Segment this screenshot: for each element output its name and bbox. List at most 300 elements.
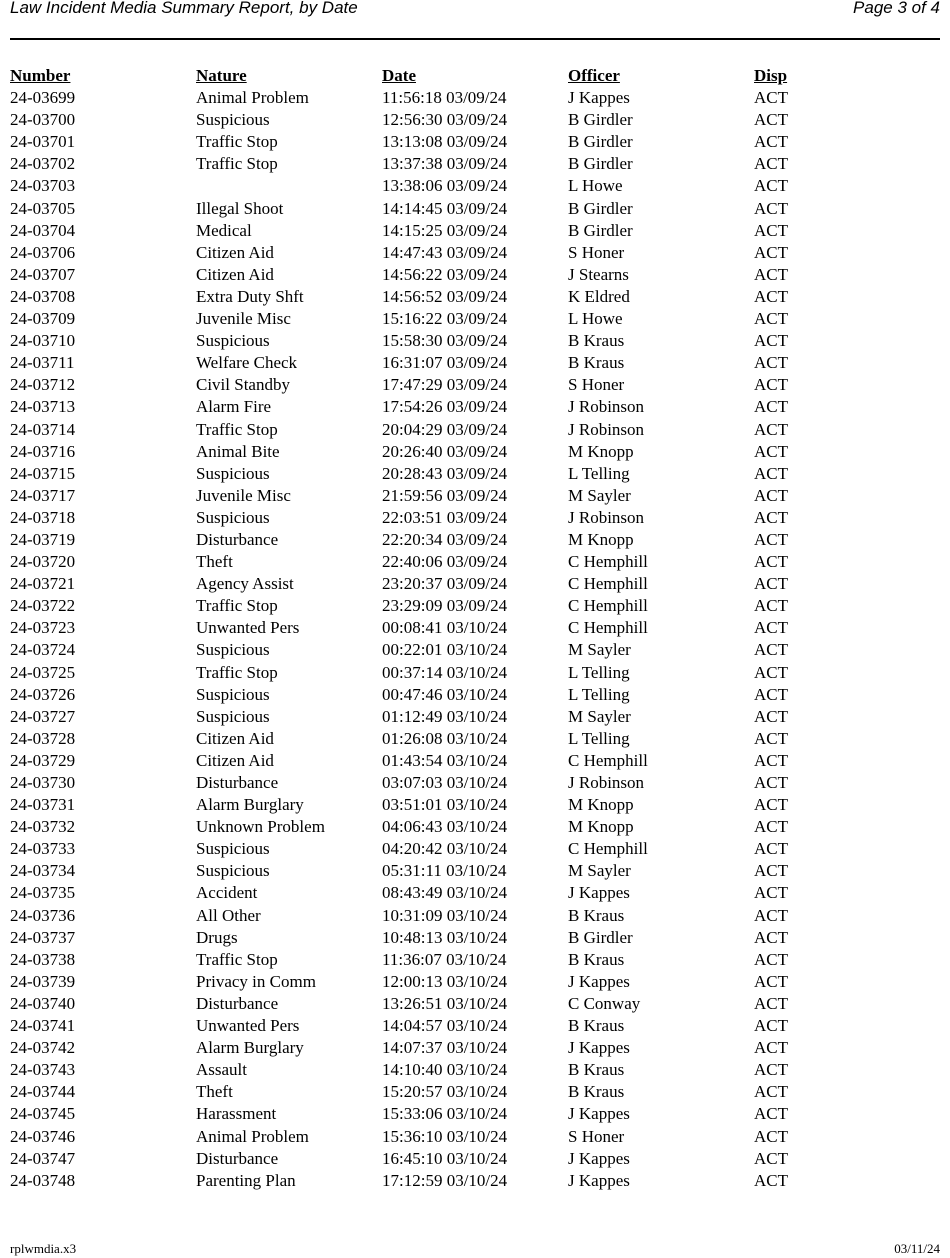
incident-date: 12:56:30 03/09/24 [382,110,508,130]
incident-officer: M Sayler [568,485,631,505]
incident-nature: Suspicious [196,507,270,527]
incident-disp: ACT [754,574,788,594]
table-row [10,728,940,750]
incident-nature: Citizen Aid [196,728,274,748]
incident-nature: Privacy in Comm [196,971,316,991]
column-header-number: Number [10,66,71,85]
table-row [10,949,940,971]
incident-date: 15:20:57 03/10/24 [382,1082,508,1102]
incident-date: 15:33:06 03/10/24 [382,1104,508,1124]
incident-number: 24-03703 [10,176,76,196]
incident-number: 24-03707 [10,264,76,284]
table-row [10,971,940,993]
incident-number: 24-03717 [10,485,76,505]
table-row [10,927,940,949]
incident-officer: M Sayler [568,861,631,881]
incident-number: 24-03742 [10,1038,76,1058]
incident-date: 17:47:29 03/09/24 [382,375,508,395]
incident-date: 17:54:26 03/09/24 [382,397,508,417]
incident-number: 24-03719 [10,529,76,549]
incident-officer: L Howe [568,176,623,196]
incident-date: 03:07:03 03/10/24 [382,773,508,792]
incident-officer: B Girdler [568,132,633,152]
footer-print-date: 03/11/24 [894,1241,940,1256]
table-row [10,396,940,418]
incident-nature: Suspicious [196,839,270,859]
incident-nature: Assault [196,1060,247,1080]
table-row [10,485,940,507]
incident-number: 24-03741 [10,1016,76,1036]
incident-nature: Traffic Stop [196,949,278,969]
incident-date: 20:26:40 03/09/24 [382,441,508,461]
incident-disp: ACT [754,264,788,284]
incident-nature: Disturbance [196,993,279,1013]
incident-date: 16:31:07 03/09/24 [382,353,508,373]
incident-disp: ACT [754,242,788,262]
incident-date: 23:20:37 03/09/24 [382,574,508,594]
incident-nature: Animal Bite [196,441,280,461]
incident-nature: Suspicious [196,110,270,130]
table-row [10,595,940,617]
incident-officer: C Hemphill [568,552,648,572]
table-row [10,838,940,860]
incident-nature: Drugs [196,927,238,947]
incident-officer: B Kraus [568,949,625,969]
incident-disp: ACT [754,1126,788,1146]
incident-disp: ACT [754,286,788,306]
table-row [10,507,940,529]
incident-nature: Traffic Stop [196,419,278,439]
incident-officer: J Kappes [568,1148,630,1168]
incident-officer: B Kraus [568,353,625,373]
incident-officer: L Telling [568,662,630,682]
incident-disp: ACT [754,861,788,881]
table-row [10,1103,940,1125]
table-row [10,529,940,551]
table-row [10,684,940,706]
incident-nature: Alarm Fire [196,397,272,417]
incident-number: 24-03728 [10,728,76,748]
incident-nature: Citizen Aid [196,242,274,262]
table-row [10,662,940,684]
incident-date: 13:38:06 03/09/24 [382,176,508,196]
incident-disp: ACT [754,640,788,660]
incident-officer: C Hemphill [568,750,648,770]
incident-officer: B Girdler [568,198,633,218]
incident-officer: J Robinson [568,419,645,439]
incident-disp: ACT [754,662,788,682]
column-header-nature: Nature [196,66,247,85]
incident-date: 13:37:38 03/09/24 [382,154,508,174]
incident-number: 24-03736 [10,905,76,925]
incident-nature: Unknown Problem [196,817,325,837]
incident-officer: L Howe [568,309,623,329]
incident-nature: Juvenile Misc [196,485,291,505]
incident-number: 24-03721 [10,574,76,594]
incident-officer: M Knopp [568,795,634,815]
incident-officer: M Sayler [568,706,631,726]
incident-date: 14:10:40 03/10/24 [382,1060,508,1080]
incident-officer: K Eldred [568,286,630,306]
incident-officer: S Honer [568,242,625,262]
incident-date: 00:47:46 03/10/24 [382,684,508,704]
incident-disp: ACT [754,1104,788,1124]
incident-date: 23:29:09 03/09/24 [382,596,508,616]
incident-nature: Suspicious [196,463,270,483]
table-row [10,131,940,153]
incident-disp: ACT [754,1060,788,1080]
incident-nature: Traffic Stop [196,662,278,682]
incident-number: 24-03731 [10,795,76,815]
incident-disp: ACT [754,1016,788,1036]
incident-number: 24-03738 [10,949,76,969]
table-row [10,860,940,882]
incident-number: 24-03745 [10,1104,76,1124]
incident-number: 24-03720 [10,552,76,572]
page-indicator: Page 3 of 4 [853,0,940,17]
incident-nature: Suspicious [196,331,270,351]
incident-date: 00:22:01 03/10/24 [382,640,508,660]
incident-disp: ACT [754,110,788,130]
incident-number: 24-03725 [10,662,76,682]
incident-officer: B Kraus [568,331,625,351]
incident-officer: C Hemphill [568,839,648,859]
incident-disp: ACT [754,485,788,505]
incident-number: 24-03726 [10,684,76,704]
incident-date: 15:36:10 03/10/24 [382,1126,508,1146]
table-row [10,352,940,374]
column-header-officer: Officer [568,66,620,85]
incident-date: 04:20:42 03/10/24 [382,839,508,859]
incident-date: 14:07:37 03/10/24 [382,1038,508,1058]
incident-officer: J Kappes [568,1038,630,1058]
incident-date: 14:15:25 03/09/24 [382,220,508,240]
table-row [10,706,940,728]
incident-number: 24-03740 [10,993,76,1013]
incident-nature: Civil Standby [196,375,290,395]
table-row [10,1015,940,1037]
incident-date: 13:26:51 03/10/24 [382,993,508,1013]
incident-disp: ACT [754,750,788,770]
table-row [10,198,940,220]
incident-number: 24-03730 [10,773,76,792]
incident-officer: S Honer [568,375,625,395]
incident-date: 01:12:49 03/10/24 [382,706,508,726]
incident-disp: ACT [754,353,788,373]
table-row [10,286,940,308]
table-row [10,463,940,485]
incident-disp: ACT [754,1038,788,1058]
incident-nature: Suspicious [196,640,270,660]
incident-disp: ACT [754,706,788,726]
table-row [10,1037,940,1059]
incident-nature: Illegal Shoot [196,198,284,218]
incident-officer: C Hemphill [568,596,648,616]
incident-date: 14:56:22 03/09/24 [382,264,508,284]
incident-date: 14:14:45 03/09/24 [382,198,508,218]
incident-nature: Citizen Aid [196,264,274,284]
incident-number: 24-03716 [10,441,76,461]
table-row [10,308,940,330]
incident-disp: ACT [754,220,788,240]
column-header-disp: Disp [754,66,788,85]
footer-report-id: rplwmdia.x3 [10,1241,77,1256]
incident-number: 24-03709 [10,309,76,329]
incident-date: 20:04:29 03/09/24 [382,419,508,439]
incident-nature: Unwanted Pers [196,1016,300,1036]
incident-disp: ACT [754,1082,788,1102]
incident-date: 10:31:09 03/10/24 [382,905,508,925]
table-row [10,905,940,927]
incident-disp: ACT [754,507,788,527]
incident-disp: ACT [754,88,788,108]
incident-number: 24-03710 [10,331,76,351]
incident-nature: Welfare Check [196,353,298,373]
incident-disp: ACT [754,176,788,196]
incident-date: 14:56:52 03/09/24 [382,286,508,306]
table-row [10,220,940,242]
incident-date: 03:51:01 03/10/24 [382,795,508,815]
incident-date: 20:28:43 03/09/24 [382,463,508,483]
table-row [10,109,940,131]
incident-date: 12:00:13 03/10/24 [382,971,508,991]
incident-date: 15:58:30 03/09/24 [382,331,508,351]
table-row [10,330,940,352]
incident-disp: ACT [754,773,788,792]
incident-number: 24-03715 [10,463,76,483]
incident-disp: ACT [754,154,788,174]
incident-number: 24-03729 [10,750,76,770]
table-row [10,441,940,463]
table-row [10,882,940,904]
incident-officer: J Kappes [568,883,630,903]
incident-nature: All Other [196,905,261,925]
table-row [10,87,940,109]
incident-number: 24-03724 [10,640,76,660]
incident-number: 24-03737 [10,927,76,947]
incident-number: 24-03701 [10,132,76,152]
report-title: Law Incident Media Summary Report, by Date [10,0,358,17]
column-header-date: Date [382,66,416,85]
incident-date: 22:20:34 03/09/24 [382,529,508,549]
incident-nature: Disturbance [196,529,279,549]
incident-number: 24-03712 [10,375,76,395]
incident-disp: ACT [754,132,788,152]
incident-disp: ACT [754,618,788,638]
incident-officer: B Kraus [568,1060,625,1080]
incident-number: 24-03711 [10,353,75,373]
incident-nature: Juvenile Misc [196,309,291,329]
incident-number: 24-03700 [10,110,76,130]
incident-nature: Traffic Stop [196,596,278,616]
table-row [10,419,940,441]
incident-nature: Theft [196,552,233,572]
incident-officer: B Kraus [568,1082,625,1102]
incident-date: 00:08:41 03/10/24 [382,618,508,638]
incident-disp: ACT [754,397,788,417]
table-row [10,153,940,175]
incident-date: 08:43:49 03/10/24 [382,883,508,903]
table-row [10,374,940,396]
incident-table [10,65,940,1192]
incident-nature: Medical [196,220,252,240]
incident-number: 24-03713 [10,397,76,417]
incident-number: 24-03739 [10,971,76,991]
incident-nature: Unwanted Pers [196,618,300,638]
incident-date: 11:56:18 03/09/24 [382,88,507,108]
incident-disp: ACT [754,949,788,969]
incident-disp: ACT [754,309,788,329]
incident-officer: B Girdler [568,927,633,947]
incident-number: 24-03708 [10,286,76,306]
incident-disp: ACT [754,375,788,395]
incident-disp: ACT [754,883,788,903]
incident-nature: Accident [196,883,258,903]
incident-officer: M Knopp [568,817,634,837]
incident-nature: Suspicious [196,706,270,726]
incident-disp: ACT [754,728,788,748]
incident-disp: ACT [754,198,788,218]
incident-nature: Harassment [196,1104,277,1124]
incident-number: 24-03714 [10,419,76,439]
table-row [10,772,940,794]
incident-number: 24-03727 [10,706,76,726]
incident-nature: Theft [196,1082,233,1102]
table-body [10,87,940,1192]
table-row [10,1126,940,1148]
incident-disp: ACT [754,552,788,572]
incident-number: 24-03718 [10,507,76,527]
incident-disp: ACT [754,795,788,815]
incident-disp: ACT [754,684,788,704]
incident-date: 16:45:10 03/10/24 [382,1148,508,1168]
table-row [10,794,940,816]
incident-nature: Animal Problem [196,1126,309,1146]
incident-disp: ACT [754,839,788,859]
incident-date: 11:36:07 03/10/24 [382,949,507,969]
table-row [10,617,940,639]
incident-date: 04:06:43 03/10/24 [382,817,508,837]
incident-date: 01:26:08 03/10/24 [382,728,508,748]
incident-officer: M Knopp [568,529,634,549]
incident-disp: ACT [754,441,788,461]
incident-disp: ACT [754,1148,788,1168]
incident-officer: B Kraus [568,1016,625,1036]
incident-number: 24-03733 [10,839,76,859]
incident-officer: B Kraus [568,905,625,925]
incident-nature: Traffic Stop [196,132,278,152]
incident-number: 24-03722 [10,596,76,616]
incident-date: 15:16:22 03/09/24 [382,309,508,329]
incident-date: 17:12:59 03/10/24 [382,1170,508,1190]
incident-disp: ACT [754,993,788,1013]
incident-officer: S Honer [568,1126,625,1146]
incident-date: 14:47:43 03/09/24 [382,242,508,262]
incident-officer: J Kappes [568,1170,630,1190]
incident-officer: J Robinson [568,507,645,527]
incident-number: 24-03734 [10,861,76,881]
incident-number: 24-03747 [10,1148,76,1168]
incident-officer: L Telling [568,463,630,483]
incident-officer: B Girdler [568,154,633,174]
incident-date: 21:59:56 03/09/24 [382,485,508,505]
incident-officer: B Girdler [568,220,633,240]
incident-number: 24-03723 [10,618,76,638]
incident-date: 01:43:54 03/10/24 [382,750,508,770]
table-row [10,1148,940,1170]
incident-officer: J Kappes [568,1104,630,1124]
incident-nature: Citizen Aid [196,750,274,770]
incident-disp: ACT [754,331,788,351]
incident-disp: ACT [754,419,788,439]
incident-date: 14:04:57 03/10/24 [382,1016,508,1036]
incident-number: 24-03735 [10,883,76,903]
incident-officer: J Stearns [568,264,629,284]
incident-number: 24-03704 [10,220,76,240]
incident-number: 24-03746 [10,1126,76,1146]
table-row [10,816,940,838]
incident-number: 24-03702 [10,154,76,174]
incident-officer: J Kappes [568,971,630,991]
incident-nature: Agency Assist [196,574,294,594]
incident-nature: Disturbance [196,1148,279,1168]
incident-number: 24-03748 [10,1170,76,1190]
table-row [10,573,940,595]
incident-number: 24-03744 [10,1082,76,1102]
incident-number: 24-03705 [10,198,76,218]
table-row [10,1059,940,1081]
incident-officer: C Hemphill [568,618,648,638]
incident-officer: B Girdler [568,110,633,130]
incident-nature: Animal Problem [196,88,309,108]
table-row [10,1081,940,1103]
incident-disp: ACT [754,905,788,925]
incident-nature: Traffic Stop [196,154,278,174]
table-row [10,1170,940,1192]
incident-date: 05:31:11 03/10/24 [382,861,507,881]
incident-date: 10:48:13 03/10/24 [382,927,508,947]
incident-date: 22:03:51 03/09/24 [382,507,508,527]
incident-number: 24-03699 [10,88,76,108]
incident-date: 13:13:08 03/09/24 [382,132,508,152]
table-row [10,242,940,264]
incident-officer: L Telling [568,728,630,748]
incident-number: 24-03732 [10,817,76,837]
incident-nature: Alarm Burglary [196,1038,304,1058]
incident-officer: C Hemphill [568,574,648,594]
incident-nature: Suspicious [196,684,270,704]
incident-officer: M Knopp [568,441,634,461]
incident-officer: L Telling [568,684,630,704]
table-row [10,750,940,772]
incident-nature: Parenting Plan [196,1170,296,1190]
incident-date: 22:40:06 03/09/24 [382,552,508,572]
incident-date: 00:37:14 03/10/24 [382,662,508,682]
incident-disp: ACT [754,927,788,947]
table-row [10,639,940,661]
incident-nature: Disturbance [196,773,279,792]
incident-nature: Alarm Burglary [196,795,304,815]
incident-nature [196,175,382,197]
incident-nature: Suspicious [196,861,270,881]
header-divider [10,38,940,40]
table-row [10,993,940,1015]
incident-disp: ACT [754,529,788,549]
incident-disp: ACT [754,971,788,991]
incident-nature: Extra Duty Shft [196,286,304,306]
incident-disp: ACT [754,1170,788,1190]
incident-officer: C Conway [568,993,641,1013]
